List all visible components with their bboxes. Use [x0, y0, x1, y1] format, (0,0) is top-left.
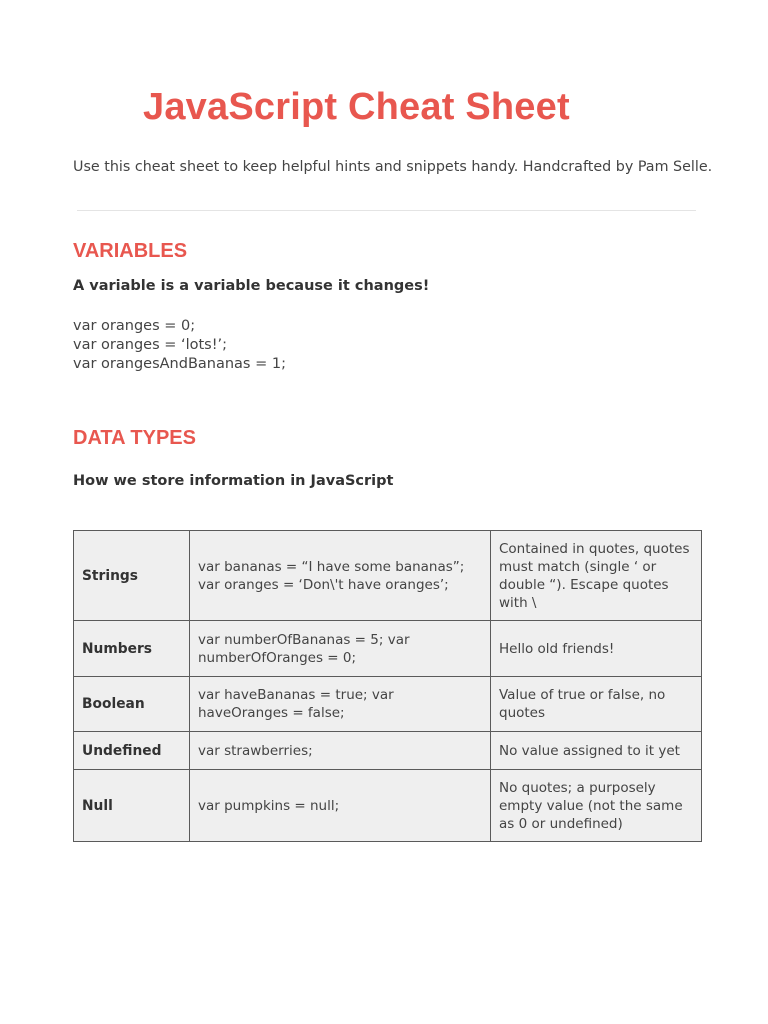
code-line: var oranges = 0; — [73, 318, 196, 334]
type-cell: Boolean — [74, 677, 190, 732]
code-line: var oranges = ‘lots!’; — [73, 337, 228, 353]
page-title: JavaScript Cheat Sheet — [143, 86, 570, 128]
table-row — [74, 531, 702, 621]
example-cell — [190, 531, 491, 621]
table-row — [74, 770, 702, 842]
example-cell: var pumpkins = null; — [190, 770, 491, 842]
example-line: var bananas = “I have some bananas”; — [198, 558, 465, 575]
variables-code-block — [73, 317, 286, 374]
intro-text: Use this cheat sheet to keep helpful hints and snippets handy. Handcrafted by Pam Selle. — [73, 159, 713, 175]
description-cell: No value assigned to it yet — [491, 732, 702, 770]
description-cell: Contained in quotes, quotes must match (single ‘ or double “). Escape quotes with \ — [491, 531, 702, 621]
data-types-heading: DATA TYPES — [73, 427, 196, 449]
description-cell: Value of true or false, no quotes — [491, 677, 702, 732]
type-cell: Strings — [74, 531, 190, 621]
example-cell: var strawberries; — [190, 732, 491, 770]
data-types-subheading: How we store information in JavaScript — [73, 473, 394, 489]
table-row — [74, 732, 702, 770]
type-cell: Undefined — [74, 732, 190, 770]
variables-heading: VARIABLES — [73, 240, 188, 262]
example-cell: var haveBananas = true; var haveOranges = false; — [190, 677, 491, 732]
divider — [77, 210, 696, 211]
table-row — [74, 621, 702, 677]
data-types-table — [73, 530, 702, 842]
example-line: var oranges = ‘Don\'t have oranges’; — [198, 576, 449, 593]
example-cell: var numberOfBananas = 5; var numberOfOranges = 0; — [190, 621, 491, 677]
code-line: var orangesAndBananas = 1; — [73, 356, 286, 372]
table-row — [74, 677, 702, 732]
type-cell: Numbers — [74, 621, 190, 677]
type-cell: Null — [74, 770, 190, 842]
variables-subheading: A variable is a variable because it changes! — [73, 278, 430, 294]
description-cell: Hello old friends! — [491, 621, 702, 677]
description-cell: No quotes; a purposely empty value (not the same as 0 or undefined) — [491, 770, 702, 842]
